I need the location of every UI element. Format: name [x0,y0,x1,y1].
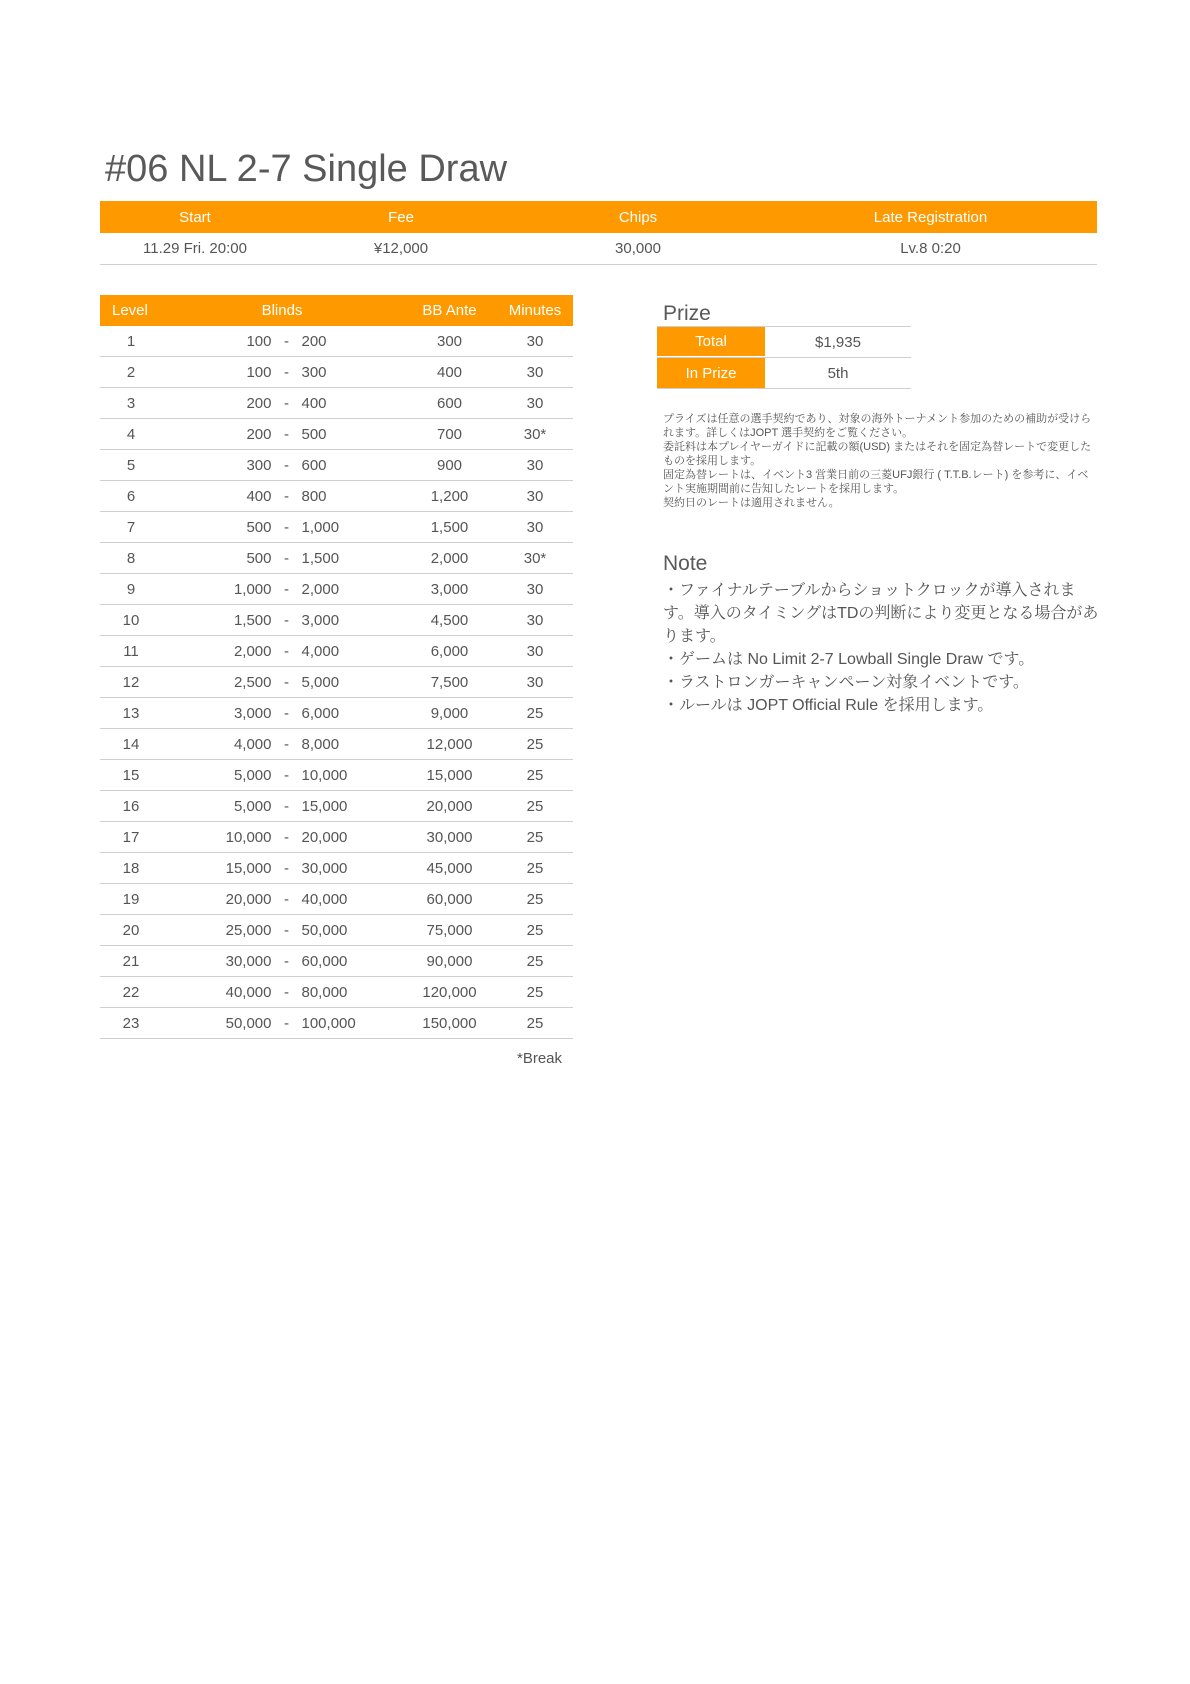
structure-row [100,822,573,853]
summary-header-late-registration: Late Registration [873,208,988,226]
prize-note-line: プライズは任意の選手契約であり、対象の海外トーナメント参加のための補助が受けられます。詳しくはJOPT 選手契約をご覧ください。 [663,413,1092,439]
big-blind: 20,000 [301,828,348,846]
blinds-separator: - [284,859,289,877]
prize-table [657,326,911,389]
blinds-cell [162,512,402,542]
blinds-separator: - [284,673,289,691]
big-blind: 50,000 [301,921,348,939]
structure-row [100,419,573,450]
small-blind: 40,000 [225,983,272,1001]
bb-ante-cell: 60,000 [426,890,473,908]
blinds-separator: - [284,704,289,722]
small-blind: 200 [246,394,272,412]
small-blind: 3,000 [233,704,272,722]
big-blind: 1,000 [301,518,340,536]
summary-start-value: 11.29 Fri. 20:00 [143,240,247,257]
note-body [663,579,1103,717]
blinds-separator: - [284,952,289,970]
blinds-cell [162,884,402,914]
blinds-separator: - [284,735,289,753]
minutes-cell: 30 [526,332,544,350]
structure-row [100,946,573,977]
break-note: *Break [517,1050,563,1067]
bb-ante-cell: 300 [436,332,463,350]
blinds-separator: - [284,890,289,908]
small-blind: 2,000 [233,642,272,660]
minutes-cell: 30* [523,425,547,443]
header-minutes: Minutes [508,302,562,319]
blinds-cell [162,481,402,511]
blinds-separator: - [284,797,289,815]
minutes-cell: 25 [526,797,544,815]
bb-ante-cell: 15,000 [426,766,473,784]
bb-ante-cell: 120,000 [422,983,477,1001]
small-blind: 500 [246,549,272,567]
blinds-cell [162,326,402,356]
blinds-separator: - [284,828,289,846]
level-cell: 18 [122,859,140,877]
prize-note-line: 契約日のレートは適用されません。 [663,497,840,509]
structure-row [100,512,573,543]
small-blind: 2,500 [233,673,272,691]
big-blind: 1,500 [301,549,340,567]
bb-ante-cell: 90,000 [426,952,473,970]
bb-ante-cell: 12,000 [426,735,473,753]
minutes-cell: 30 [526,642,544,660]
small-blind: 1,000 [233,580,272,598]
structure-row [100,698,573,729]
small-blind: 5,000 [233,766,272,784]
prize-row-total [657,326,911,358]
summary-header-start: Start [179,208,211,226]
minutes-cell: 25 [526,766,544,784]
structure-row [100,915,573,946]
level-cell: 14 [122,735,140,753]
structure-row [100,326,573,357]
bb-ante-cell: 45,000 [426,859,473,877]
blinds-separator: - [284,1014,289,1032]
level-cell: 12 [122,673,140,691]
structure-row [100,884,573,915]
minutes-cell: 30 [526,487,544,505]
blinds-cell [162,1008,402,1038]
blinds-separator: - [284,766,289,784]
big-blind: 60,000 [301,952,348,970]
small-blind: 15,000 [225,859,272,877]
structure-header-row [100,295,573,326]
level-cell: 1 [126,332,136,350]
blind-structure-table [100,295,573,1039]
minutes-cell: 25 [526,828,544,846]
minutes-cell: 30 [526,518,544,536]
prize-total-value: $1,935 [815,333,861,351]
prize-title: Prize [663,302,711,325]
level-cell: 9 [126,580,136,598]
structure-row [100,388,573,419]
minutes-cell: 25 [526,983,544,1001]
level-cell: 22 [122,983,140,1001]
big-blind: 5,000 [301,673,340,691]
blinds-cell [162,946,402,976]
bb-ante-cell: 1,500 [430,518,469,536]
prize-in-prize-value: 5th [827,364,849,382]
blinds-cell [162,667,402,697]
bb-ante-cell: 400 [436,363,463,381]
blinds-separator: - [284,642,289,660]
note-title: Note [663,552,708,575]
bb-ante-cell: 75,000 [426,921,473,939]
bb-ante-cell: 4,500 [430,611,469,629]
small-blind: 300 [246,456,272,474]
level-cell: 20 [122,921,140,939]
structure-row [100,853,573,884]
small-blind: 10,000 [225,828,272,846]
summary-fee-value: ¥12,000 [373,240,429,257]
bb-ante-cell: 9,000 [430,704,469,722]
blinds-cell [162,915,402,945]
big-blind: 400 [301,394,327,412]
header-blinds: Blinds [261,302,303,319]
event-summary [100,201,1097,265]
blinds-separator: - [284,549,289,567]
big-blind: 200 [301,332,327,350]
structure-row [100,574,573,605]
minutes-cell: 30 [526,456,544,474]
big-blind: 4,000 [301,642,340,660]
blinds-cell [162,791,402,821]
big-blind: 10,000 [301,766,348,784]
big-blind: 40,000 [301,890,348,908]
blinds-separator: - [284,921,289,939]
blinds-cell [162,357,402,387]
summary-late-registration-value: Lv.8 0:20 [900,240,961,257]
bb-ante-cell: 20,000 [426,797,473,815]
bb-ante-cell: 2,000 [430,549,469,567]
level-cell: 23 [122,1014,140,1032]
level-cell: 8 [126,549,136,567]
minutes-cell: 30 [526,673,544,691]
structure-row [100,791,573,822]
structure-body [100,326,573,1039]
note-line: ・ファイナルテーブルからショットクロックが導入されます。導入のタイミングはTDの判断により変更となる場合があります。 [663,582,1099,645]
minutes-cell: 30* [523,549,547,567]
blinds-cell [162,977,402,1007]
prize-notes [663,412,1093,510]
prize-note-line: 委託料は本プレイヤーガイドに記載の額(USD) またはそれを固定為替レートで変更したものを採用します。 [663,441,1092,467]
structure-row [100,1008,573,1039]
minutes-cell: 25 [526,952,544,970]
big-blind: 300 [301,363,327,381]
small-blind: 500 [246,518,272,536]
structure-row [100,760,573,791]
note-line: ・ゲームは No Limit 2-7 Lowball Single Draw です。 [663,651,1035,668]
structure-row [100,729,573,760]
minutes-cell: 25 [526,735,544,753]
bb-ante-cell: 3,000 [430,580,469,598]
minutes-cell: 25 [526,1014,544,1032]
big-blind: 600 [301,456,327,474]
summary-header-fee: Fee [388,208,414,226]
level-cell: 17 [122,828,140,846]
prize-row-in-prize [657,358,911,389]
structure-row [100,605,573,636]
small-blind: 25,000 [225,921,272,939]
level-cell: 21 [122,952,140,970]
blinds-cell [162,605,402,635]
small-blind: 100 [246,332,272,350]
prize-note-line: 固定為替レートは、イベント3 営業日前の三菱UFJ銀行 ( T.T.B.レート) を参考に、イベント実施期間前に告知したレートを採用します。 [663,469,1089,495]
big-blind: 500 [301,425,327,443]
structure-row [100,636,573,667]
small-blind: 50,000 [225,1014,272,1032]
big-blind: 800 [301,487,327,505]
blinds-cell [162,729,402,759]
big-blind: 6,000 [301,704,340,722]
small-blind: 5,000 [233,797,272,815]
structure-row [100,667,573,698]
structure-row [100,450,573,481]
header-bb-ante: BB Ante [422,302,477,319]
small-blind: 200 [246,425,272,443]
summary-chips-value: 30,000 [615,240,661,257]
structure-row [100,543,573,574]
summary-header-chips: Chips [618,208,658,226]
blinds-separator: - [284,580,289,598]
minutes-cell: 25 [526,704,544,722]
big-blind: 15,000 [301,797,348,815]
level-cell: 15 [122,766,140,784]
level-cell: 2 [126,363,136,381]
blinds-separator: - [284,394,289,412]
blinds-cell [162,822,402,852]
level-cell: 11 [123,642,139,660]
minutes-cell: 25 [526,921,544,939]
level-cell: 3 [126,394,136,412]
blinds-separator: - [284,456,289,474]
prize-in-prize-label: In Prize [657,358,765,388]
blinds-cell [162,698,402,728]
big-blind: 80,000 [301,983,348,1001]
minutes-cell: 30 [526,363,544,381]
blinds-separator: - [284,518,289,536]
level-cell: 16 [122,797,140,815]
blinds-cell [162,760,402,790]
blinds-cell [162,543,402,573]
bb-ante-cell: 1,200 [430,487,469,505]
level-cell: 19 [122,890,140,908]
note-line: ・ラストロンガーキャンペーン対象イベントです。 [663,674,1029,691]
structure-row [100,481,573,512]
bb-ante-cell: 700 [436,425,463,443]
bb-ante-cell: 150,000 [422,1014,477,1032]
bb-ante-cell: 30,000 [426,828,473,846]
structure-row [100,977,573,1008]
minutes-cell: 30 [526,394,544,412]
minutes-cell: 30 [526,580,544,598]
summary-header-row [100,201,1097,233]
blinds-separator: - [284,611,289,629]
big-blind: 8,000 [301,735,340,753]
big-blind: 100,000 [301,1014,356,1032]
note-line: ・ルールは JOPT Official Rule を採用します。 [663,697,994,714]
small-blind: 1,500 [233,611,272,629]
summary-value-row [100,233,1097,265]
small-blind: 4,000 [233,735,272,753]
blinds-cell [162,419,402,449]
header-level: Level [112,302,148,319]
minutes-cell: 25 [526,890,544,908]
prize-total-label: Total [657,327,765,357]
level-cell: 6 [126,487,136,505]
small-blind: 400 [246,487,272,505]
big-blind: 2,000 [301,580,340,598]
blinds-separator: - [284,983,289,1001]
bb-ante-cell: 900 [436,456,463,474]
level-cell: 5 [126,456,136,474]
big-blind: 3,000 [301,611,340,629]
level-cell: 4 [126,425,136,443]
blinds-cell [162,636,402,666]
level-cell: 10 [122,611,140,629]
level-cell: 7 [126,518,136,536]
bb-ante-cell: 6,000 [430,642,469,660]
small-blind: 100 [246,363,272,381]
small-blind: 20,000 [225,890,272,908]
minutes-cell: 25 [526,859,544,877]
blinds-separator: - [284,332,289,350]
small-blind: 30,000 [225,952,272,970]
big-blind: 30,000 [301,859,348,877]
blinds-cell [162,574,402,604]
blinds-separator: - [284,425,289,443]
blinds-separator: - [284,363,289,381]
minutes-cell: 30 [526,611,544,629]
level-cell: 13 [122,704,140,722]
blinds-cell [162,853,402,883]
bb-ante-cell: 7,500 [430,673,469,691]
blinds-cell [162,450,402,480]
blinds-separator: - [284,487,289,505]
structure-row [100,357,573,388]
page-title: #06 NL 2-7 Single Draw [105,148,508,190]
blinds-cell [162,388,402,418]
bb-ante-cell: 600 [436,394,463,412]
